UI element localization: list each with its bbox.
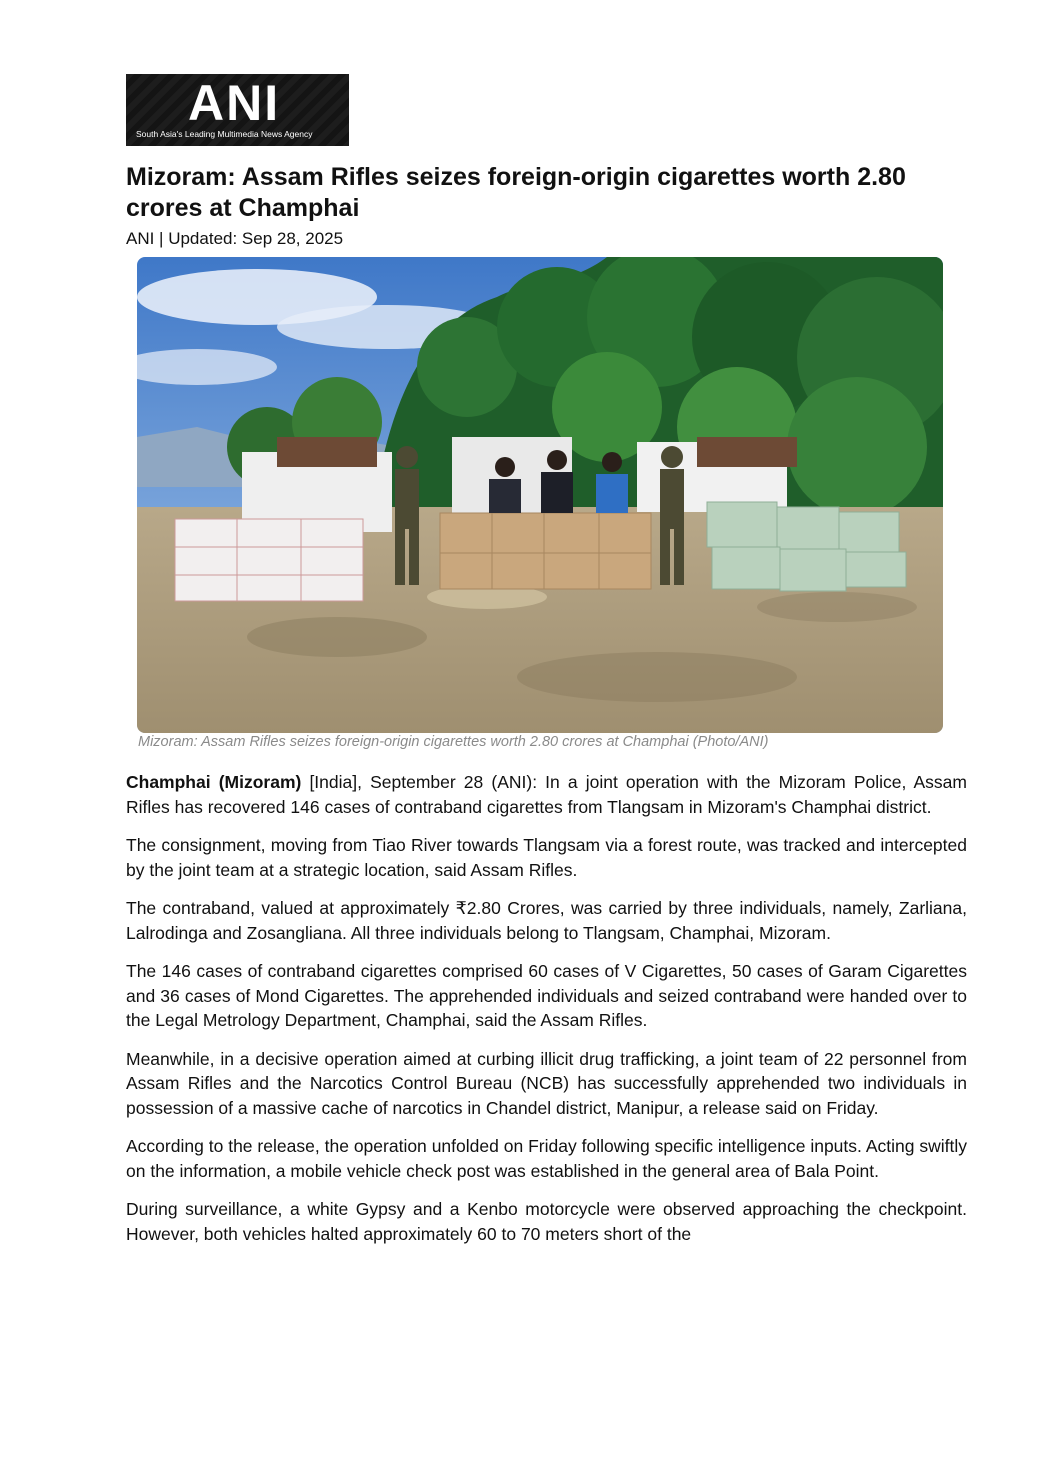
- article-paragraph: [126, 770, 967, 819]
- article-paragraph: According to the release, the operation unfolded on Friday following specific intelligence inputs. Acting swiftly on the information, a mobile vehicle check post was established in the general area of Bala Point.: [126, 1136, 967, 1181]
- dateline: Champhai (Mizoram): [126, 772, 302, 792]
- ani-logo: [126, 74, 349, 146]
- photo-caption: Mizoram: Assam Rifles seizes foreign-origin cigarettes worth 2.80 crores at Champhai (Photo/ANI): [138, 734, 769, 750]
- article-body: [126, 770, 967, 1260]
- article-byline: ANI | Updated: Sep 28, 2025: [126, 229, 344, 248]
- article-paragraph: Meanwhile, in a decisive operation aimed at curbing illicit drug trafficking, a joint team of 22 personnel from Assam Rifles and the Narcotics Control Bureau (NCB) has successfully apprehended two individuals in possession of a massive cache of narcotics in Chandel district, Manipur, a release said on Friday.: [126, 1048, 967, 1118]
- article-paragraph: The 146 cases of contraband cigarettes comprised 60 cases of V Cigarettes, 50 cases of Garam Cigarettes and 36 cases of Mond Cigarettes. The apprehended individuals and seized contraband were handed over to the Legal Metrology Department, Champhai, said the Assam Rifles.: [126, 961, 967, 1030]
- paragraph-text: [India], September 28 (ANI): In a joint operation with the Mizoram Police, Assam Rifles has recovered 146 cases of contraband cigarettes from Tlangsam in Mizoram's Champhai district.: [126, 772, 967, 817]
- article-paragraph: The contraband, valued at approximately ₹2.80 Crores, was carried by three individuals, namely, Zarliana, Lalrodinga and Zosangliana. All three individuals belong to Tlangsam, Champhai, Mizoram.: [126, 898, 967, 943]
- article-paragraph: The consignment, moving from Tiao River towards Tlangsam via a forest route, was tracked and intercepted by the joint team at a strategic location, said Assam Rifles.: [126, 835, 967, 880]
- article-paragraph: During surveillance, a white Gypsy and a Kenbo motorcycle were observed approaching the checkpoint. However, both vehicles halted approximately 60 to 70 meters short of the: [126, 1199, 967, 1244]
- logo-mark: ANI: [188, 75, 281, 131]
- logo-tagline: South Asia's Leading Multimedia News Agency: [136, 129, 313, 139]
- article-photo: [137, 257, 943, 733]
- article-headline: Mizoram: Assam Rifles seizes foreign-origin cigarettes worth 2.80 crores at Champhai: [126, 163, 906, 222]
